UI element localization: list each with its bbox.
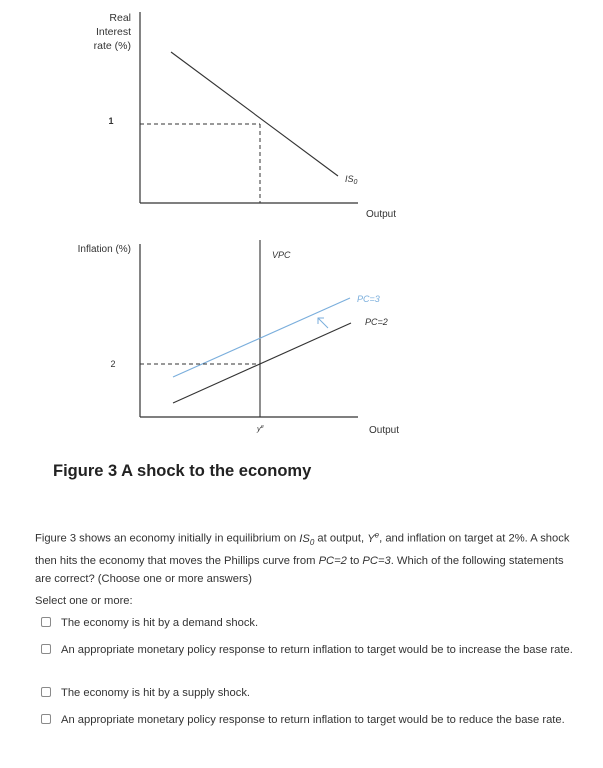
top-y-tick: 1 xyxy=(108,116,114,126)
is-curve xyxy=(171,52,338,176)
bottom-y-tick: 2 xyxy=(110,359,116,369)
vpc-label: VPC xyxy=(272,250,291,260)
pc2-label: PC=2 xyxy=(365,317,388,327)
select-instruction: Select one or more: xyxy=(35,595,133,607)
checkbox[interactable] xyxy=(41,617,51,627)
top-y-axis-label-line3: rate (%) xyxy=(93,40,131,52)
checkbox[interactable] xyxy=(41,687,51,697)
top-y-axis-label-line2: Interest xyxy=(95,26,131,38)
answer-option-1[interactable] xyxy=(41,614,581,632)
figure-caption: Figure 3 A shock to the economy xyxy=(53,462,312,480)
bottom-graph xyxy=(78,240,400,436)
bottom-x-axis-label: Output xyxy=(369,425,400,436)
checkbox[interactable] xyxy=(41,714,51,724)
answer-option-label: An appropriate monetary policy response to return inflation to target would be to increase the base rate. xyxy=(61,644,573,656)
pc3-curve xyxy=(173,298,350,377)
answer-option-label: The economy is hit by a supply shock. xyxy=(61,687,251,699)
bottom-x-tick: $y^e$ xyxy=(257,424,264,433)
top-x-axis-label: Output xyxy=(366,209,397,220)
checkbox[interactable] xyxy=(41,644,51,654)
top-graph xyxy=(94,12,397,220)
pc2-curve xyxy=(173,323,351,403)
answer-option-label: An appropriate monetary policy response to return inflation to target would be to reduce the base rate. xyxy=(61,714,565,726)
shift-arrow-shaft xyxy=(318,318,328,328)
bottom-y-axis-label: Inflation (%) xyxy=(77,244,131,255)
top-y-axis-label-line1: Real xyxy=(109,12,131,24)
is-curve-label: $IS_0$ xyxy=(345,174,358,186)
question-text: Figure 3 shows an economy initially in equilibrium on $IS_0$ at output, $Y^e$, and inflation on target at 2%. A shock then hits the economy that moves the Phillips curve from PC=2 to PC=3. Which of the following statements are correct? (Choose one or more answers) xyxy=(35,530,570,585)
pc3-label: PC=3 xyxy=(357,294,380,304)
answer-option-4[interactable] xyxy=(41,711,581,729)
answer-option-3[interactable] xyxy=(41,684,581,702)
answer-option-label: The economy is hit by a demand shock. xyxy=(61,617,259,629)
answer-option-2[interactable] xyxy=(41,641,581,659)
